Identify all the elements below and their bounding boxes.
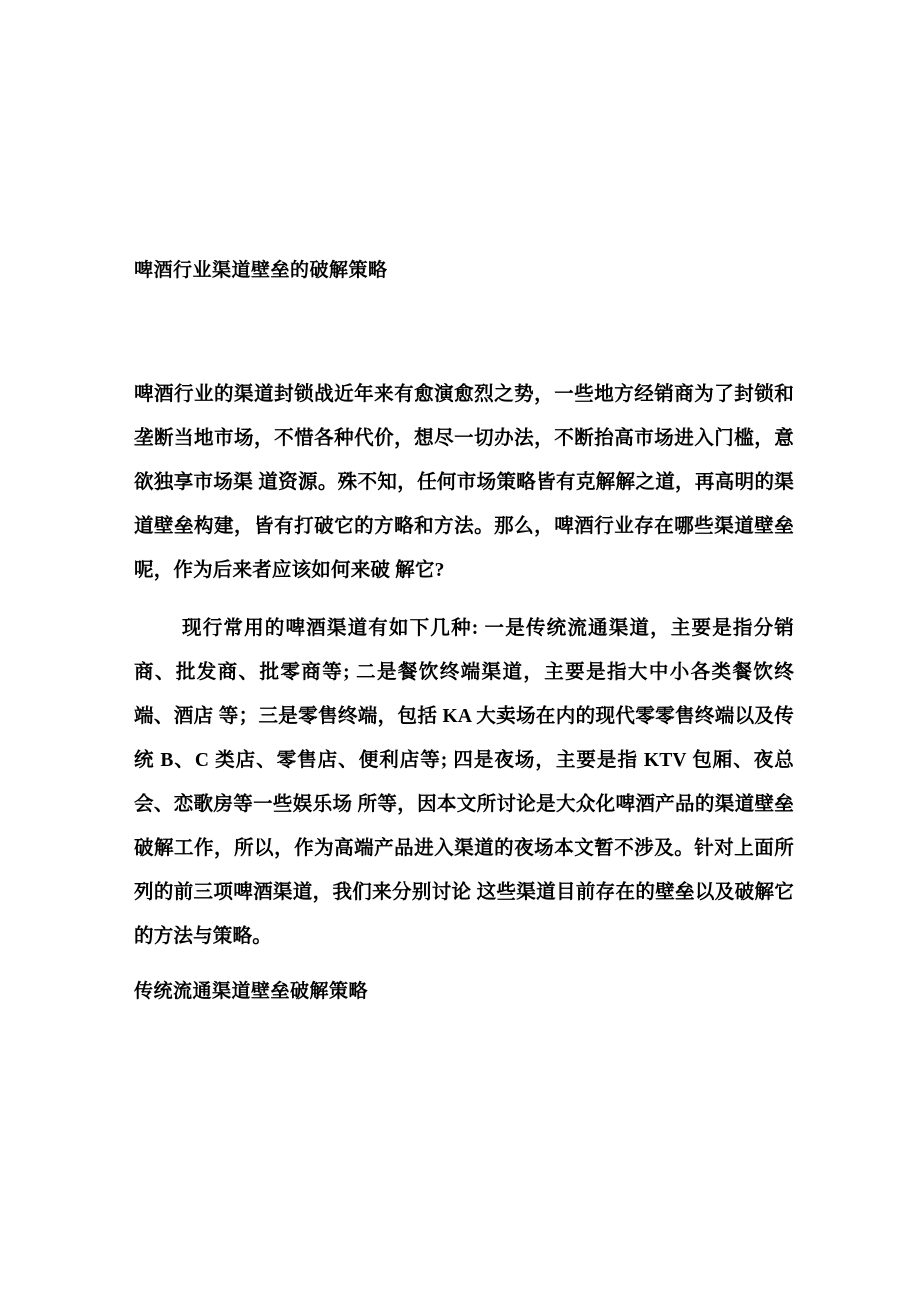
document-body xyxy=(134,0,794,1005)
paragraph-intro: 啤酒行业的渠道封锁战近年来有愈演愈烈之势，一些地方经销商为了封锁和垄断当地市场，不惜各种代价，想尽一切办法，不断抬高市场进入门槛，意欲独享市场渠 道资源。殊不知，任何市场策略皆有克解解之道，再高明的渠道壁垒构建，皆有打破它的方略和方法。那么，啤酒行业存在哪些渠道壁垒呢，作为后来者应该如何来破 解它? xyxy=(134,383,794,581)
paragraph-channels: 现行常用的啤酒渠道有如下几种: 一是传统流通渠道，主要是指分销商、批发商、批零商等; 二是餐饮终端渠道，主要是指大中小各类餐饮终端、酒店 等；三是零售终端，包括 KA 大卖场在内的现代零零售终端以及传统 B、C 类店、零售店、便利店等; 四是夜场，主要是指 KTV 包厢、夜总会、恋歌房等一些娱乐场 所等，因本文所讨论是大众化啤酒产品的渠道壁垒破解工作，所以，作为高端产品进入渠道的夜场本文暂不涉及。针对上面所列的前三项啤酒渠道，我们来分别讨论 这些渠道目前存在的壁垒以及破解它的方法与策略。 xyxy=(134,617,794,947)
page-title: 啤酒行业渠道壁垒的破解策略 xyxy=(134,260,388,281)
paragraph-gap xyxy=(134,593,794,607)
section-heading-traditional-channel: 传统流通渠道壁垒破解策略 xyxy=(134,980,369,1002)
title-gap xyxy=(134,285,794,373)
top-margin-spacer xyxy=(134,0,794,258)
heading-gap xyxy=(134,959,794,979)
